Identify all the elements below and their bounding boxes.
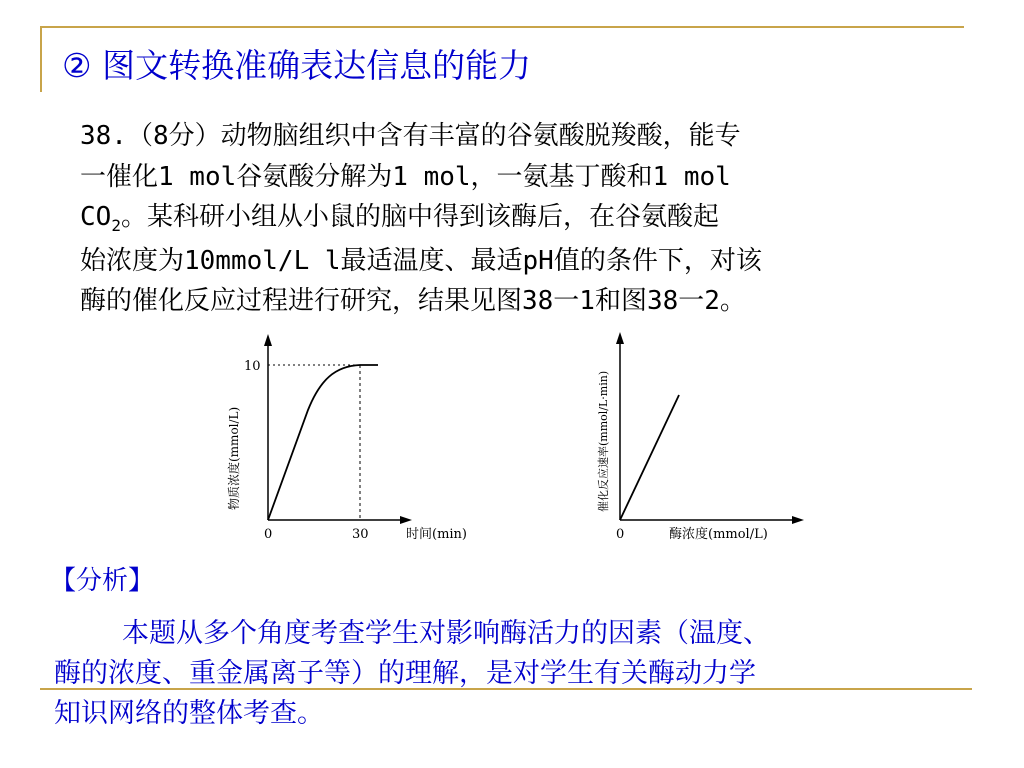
slide-title: ② 图文转换准确表达信息的能力	[62, 46, 532, 85]
fig2-y-label: 催化反应速率(mmol/L·min)	[597, 370, 610, 512]
analysis-heading: 【分析】	[50, 566, 155, 596]
fig1-y-label: 物质浓度(mmol/L)	[227, 406, 241, 510]
fig1-x-arrow	[400, 516, 412, 524]
fig2-y-arrow	[616, 332, 624, 344]
question-text	[80, 116, 960, 322]
question-line-3	[80, 197, 960, 241]
fig1-y-arrow	[264, 334, 272, 346]
fig1-x-origin: 0	[264, 527, 273, 542]
top-rule	[40, 26, 964, 28]
fig2-x-arrow	[792, 516, 804, 524]
fig2-rate-line	[620, 395, 679, 520]
analysis-line-3: 知识网络的整体考查。	[54, 698, 324, 729]
fig1-x-tick-30: 30	[352, 527, 369, 542]
fig1-curve	[268, 365, 378, 520]
question-line-5: 酶的催化反应过程进行研究，结果见图38一1和图38一2。	[80, 286, 746, 316]
analysis-line-1: 本题从多个角度考查学生对影响酶活力的因素（温度、	[122, 618, 770, 649]
question-line-4: 始浓度为10mmol/L l最适温度、最适pH值的条件下，对该	[80, 245, 762, 276]
question-line-2: 一催化1 mol谷氨酸分解为1 mol，一氨基丁酸和1 mol	[80, 161, 731, 192]
fig2-x-label: 酶浓度(mmol/L)	[669, 527, 768, 542]
co2-subscript: 2	[111, 216, 121, 235]
figure-38-2	[575, 330, 815, 550]
question-line-3-text: 。某科研小组从小鼠的脑中得到该酶后，在谷氨酸起	[120, 202, 719, 232]
analysis-line-2: 酶的浓度、重金属离子等）的理解，是对学生有关酶动力学	[54, 658, 756, 689]
fig2-x-origin: 0	[616, 527, 625, 542]
fig1-y-tick-10: 10	[244, 359, 261, 374]
fig1-x-label: 时间(min)	[406, 527, 468, 542]
co2-formula: CO	[80, 202, 112, 232]
analysis-text	[54, 614, 974, 734]
question-line-1: 38.（8分）动物脑组织中含有丰富的谷氨酸脱羧酸，能专	[80, 121, 741, 151]
left-rule	[40, 26, 42, 92]
figure-38-1	[220, 330, 500, 550]
